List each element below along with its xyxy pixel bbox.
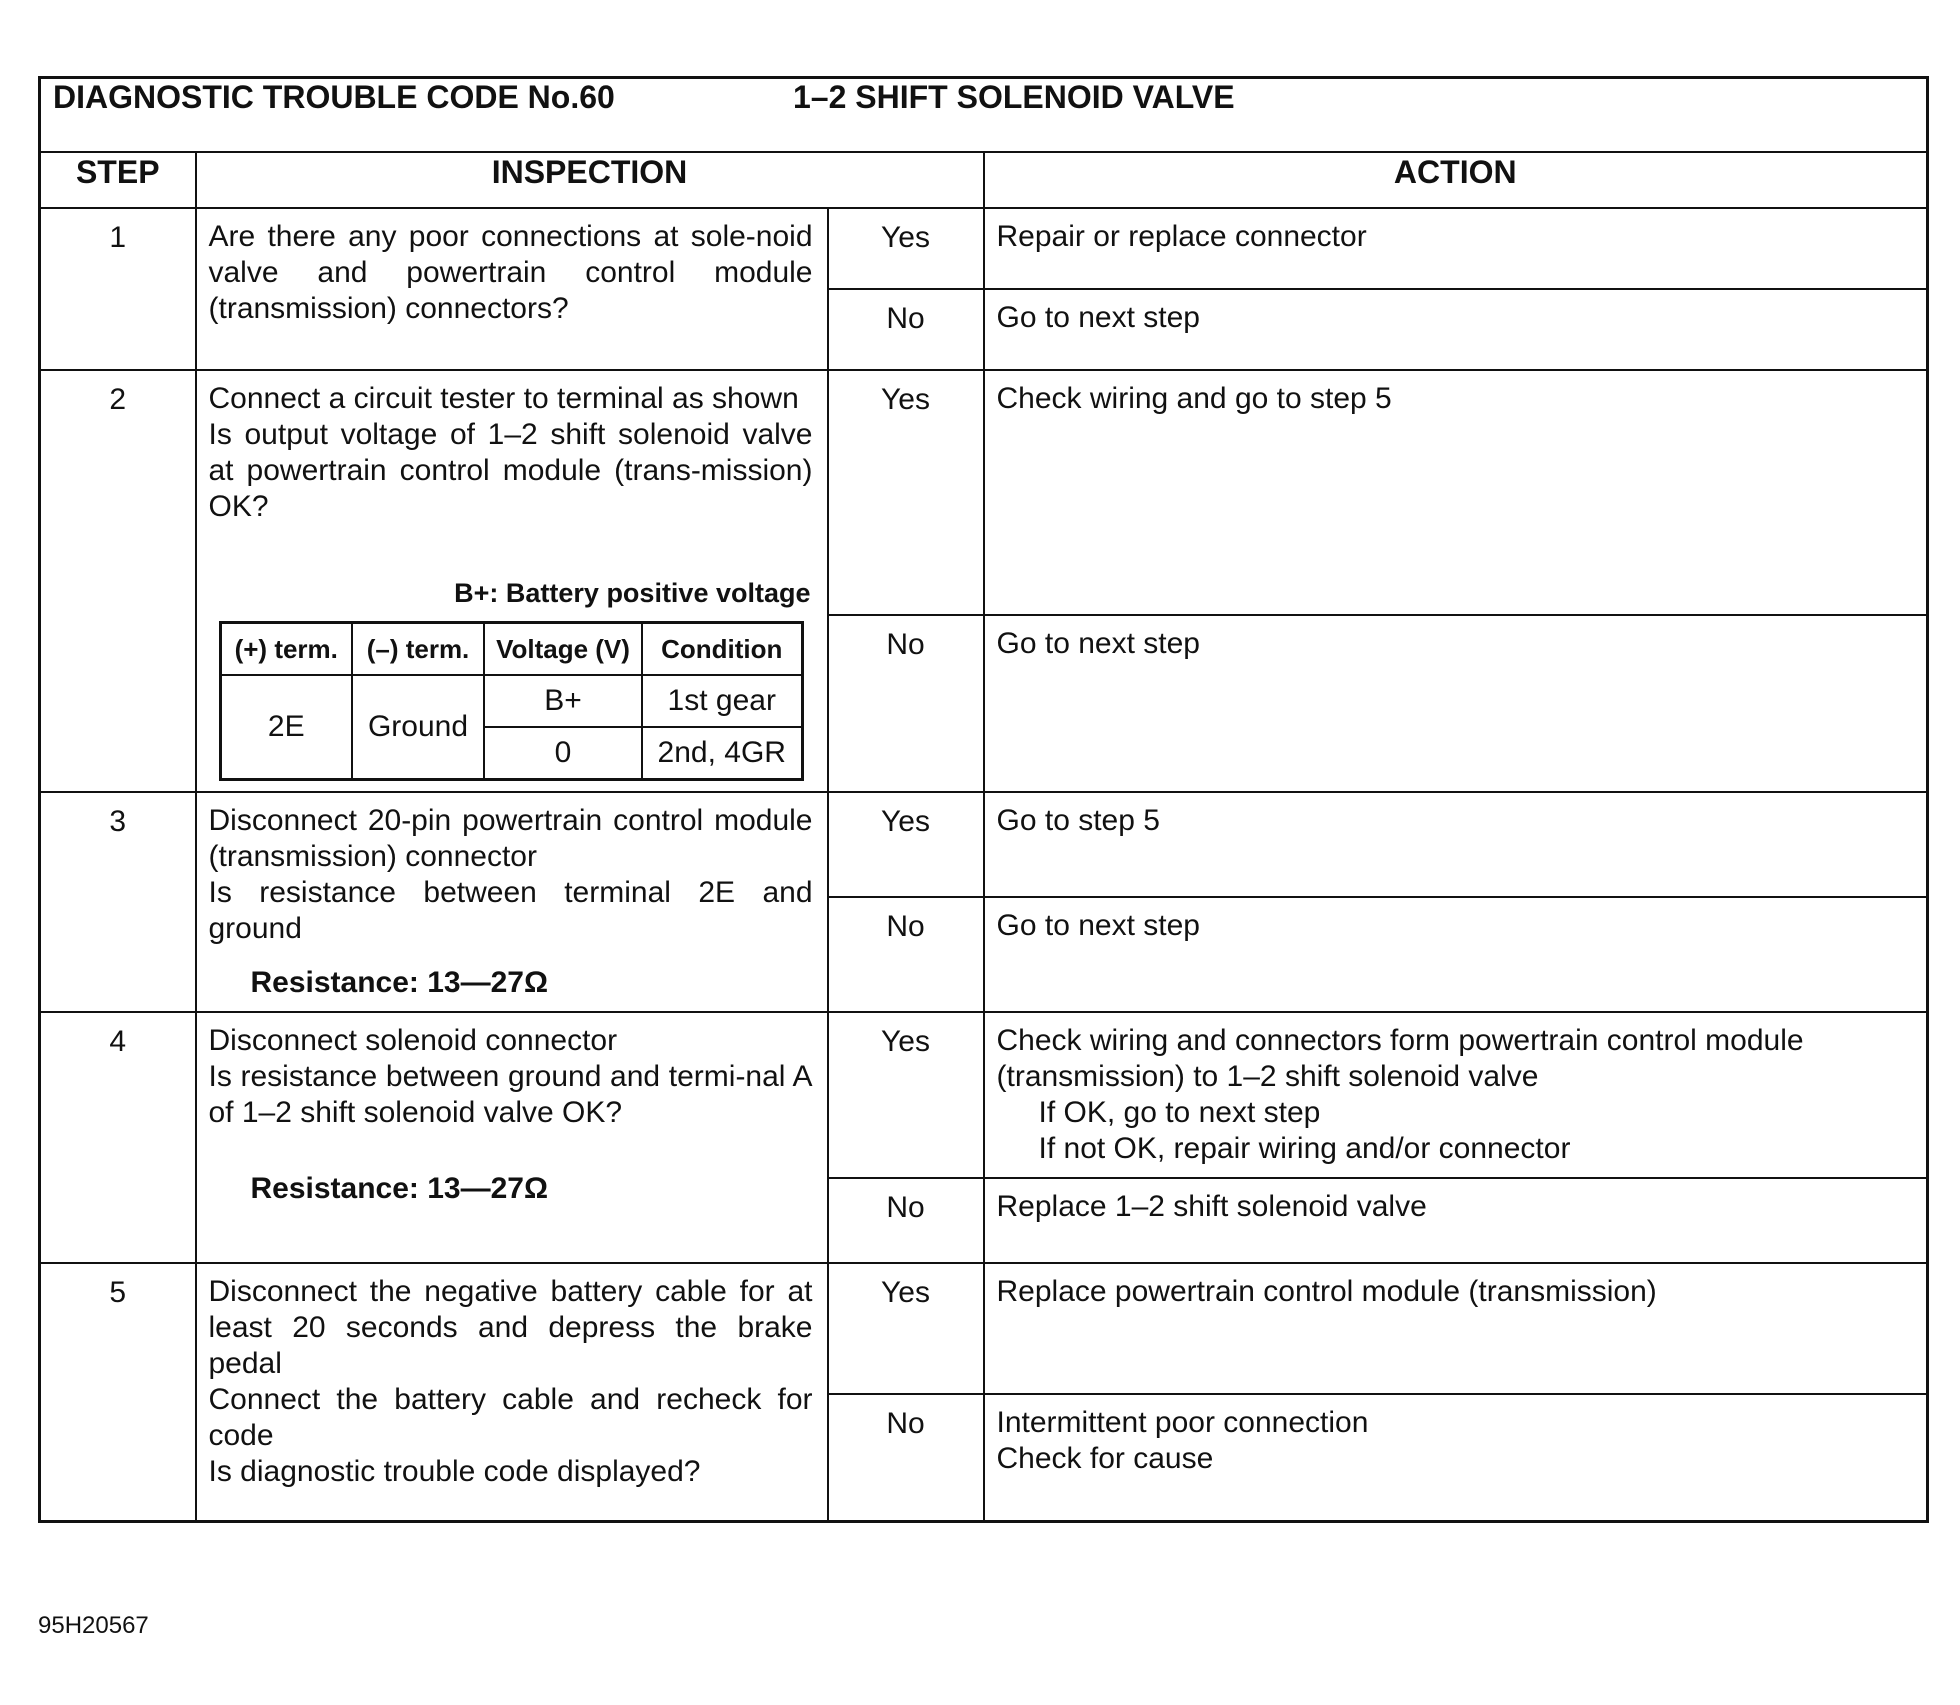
step-number: 2 [40, 370, 196, 792]
step-1-yes-row [40, 208, 1928, 289]
step-2-yes-action: Check wiring and go to step 5 [984, 370, 1928, 615]
action-subtext: If OK, go to next step [1038, 1096, 1321, 1129]
inspection-text: Is resistance between terminal 2E and ground [208, 876, 813, 945]
step-3-yes-action: Go to step 5 [984, 792, 1928, 897]
step-4-inspection [196, 1012, 828, 1263]
voltage-table [219, 621, 804, 781]
yes-label: Yes [828, 1263, 984, 1394]
step-1-yes-action: Repair or replace connector [984, 208, 1928, 289]
inspection-text: Is resistance between ground and termi-nal A of 1–2 shift solenoid valve OK? [208, 1060, 813, 1129]
step-5-inspection [196, 1263, 828, 1522]
inspection-text: Connect a circuit tester to terminal as shown [208, 382, 799, 415]
step-number: 3 [40, 792, 196, 1012]
diagnostic-table [38, 76, 1929, 1523]
condition-value: 2nd, 4GR [642, 727, 802, 780]
step-number: 5 [40, 1263, 196, 1522]
no-label: No [828, 615, 984, 792]
title-row [40, 78, 1928, 153]
action-text: Check wiring and connectors form powertrain control module (transmission) to 1–2 shift solenoid valve [996, 1024, 1804, 1093]
minus-term-header: (–) term. [352, 623, 484, 676]
figure-id: 95H20567 [38, 1612, 149, 1639]
step-3-no-action: Go to next step [984, 897, 1928, 1012]
step-1-inspection [196, 208, 828, 370]
voltage-header: Voltage (V) [484, 623, 642, 676]
yes-label: Yes [828, 208, 984, 289]
yes-label: Yes [828, 792, 984, 897]
no-label: No [828, 289, 984, 370]
step-4-no-action: Replace 1–2 shift solenoid valve [984, 1178, 1928, 1263]
step-2-inspection [196, 370, 828, 792]
no-label: No [828, 897, 984, 1012]
plus-term-value: 2E [220, 675, 352, 780]
inspection-text: Disconnect 20-pin powertrain control module (transmission) connector [208, 804, 813, 873]
dtc-title: 1–2 SHIFT SOLENOID VALVE [793, 79, 1235, 115]
inspection-text: Connect the battery cable and recheck for code [208, 1383, 813, 1452]
step-number: 4 [40, 1012, 196, 1263]
inspection-text: Are there any poor connections at sole-noid valve and powertrain control module (transmission) connectors? [208, 220, 813, 325]
resistance-spec: Resistance: 13—27Ω [250, 1172, 549, 1205]
condition-value: 1st gear [642, 675, 802, 727]
action-text: Intermittent poor connection [996, 1406, 1369, 1439]
col-action: ACTION [984, 152, 1928, 208]
step-4-yes-row [40, 1012, 1928, 1178]
resistance-spec: Resistance: 13—27Ω [250, 966, 549, 999]
dtc-code: DIAGNOSTIC TROUBLE CODE No.60 [53, 79, 615, 115]
minus-term-value: Ground [352, 675, 484, 780]
voltage-table-header [220, 623, 802, 676]
no-label: No [828, 1178, 984, 1263]
inspection-text: Disconnect the negative battery cable for at least 20 seconds and depress the brake pedal [208, 1275, 813, 1380]
yes-label: Yes [828, 1012, 984, 1178]
step-5-yes-row [40, 1263, 1928, 1394]
action-subtext: If not OK, repair wiring and/or connector [1038, 1132, 1571, 1165]
inspection-text: Is output voltage of 1–2 shift solenoid valve at powertrain control module (trans-mission) OK? [208, 418, 813, 523]
battery-voltage-note: B+: Battery positive voltage [454, 578, 811, 608]
voltage-row [220, 675, 802, 727]
title-cell [40, 78, 1928, 153]
step-number: 1 [40, 208, 196, 370]
step-5-no-action [984, 1394, 1928, 1522]
inspection-text: Disconnect solenoid connector [208, 1024, 618, 1057]
step-3-yes-row [40, 792, 1928, 897]
condition-header: Condition [642, 623, 802, 676]
plus-term-header: (+) term. [220, 623, 352, 676]
step-5-yes-action: Replace powertrain control module (transmission) [984, 1263, 1928, 1394]
step-4-yes-action [984, 1012, 1928, 1178]
step-3-inspection [196, 792, 828, 1012]
step-1-no-action: Go to next step [984, 289, 1928, 370]
inspection-text: Is diagnostic trouble code displayed? [208, 1455, 701, 1488]
no-label: No [828, 1394, 984, 1522]
step-2-no-action: Go to next step [984, 615, 1928, 792]
column-header-row [40, 152, 1928, 208]
diagnostic-sheet [38, 76, 1926, 1523]
col-inspection: INSPECTION [196, 152, 984, 208]
action-text: Check for cause [996, 1442, 1214, 1475]
voltage-value: B+ [484, 675, 642, 727]
step-2-yes-row [40, 370, 1928, 615]
col-step: STEP [40, 152, 196, 208]
voltage-value: 0 [484, 727, 642, 780]
yes-label: Yes [828, 370, 984, 615]
